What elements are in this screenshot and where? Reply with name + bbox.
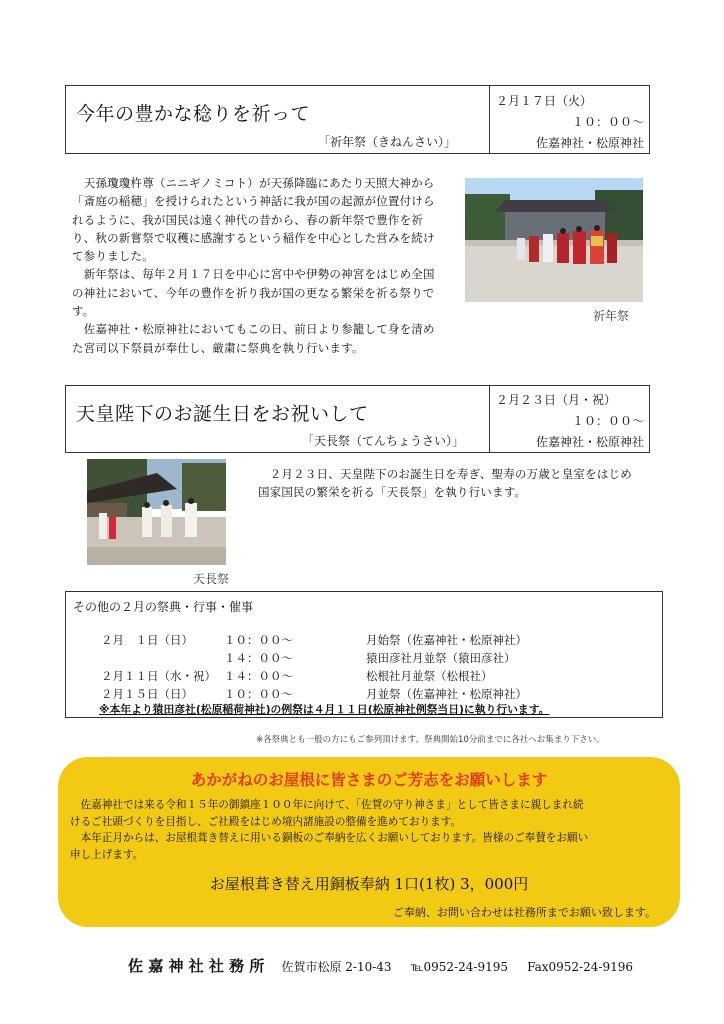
schedule-date: ２月１５日（日） — [101, 687, 193, 701]
tenchosai-photo — [87, 459, 226, 565]
event1-line: す。 — [72, 304, 95, 319]
banner-line: 本年正月からは、お屋根葺き替えに用いる銅板のご奉納を広くお願いしております。皆様のご奉賛をお願い — [70, 832, 589, 844]
event1-time: １０：００～ — [571, 115, 644, 129]
schedule-footnote: ※各祭典とも一般の方にもご参列頂けます。祭典開始10分前までに各社へお集まり下さい。 — [256, 735, 605, 745]
event1-line: り、秋の新嘗祭で収穫に感謝するという稲作を中心とした営みを続け — [72, 230, 435, 245]
event1-body — [72, 174, 454, 357]
event1-line: れるように、我が国民は遠く神代の昔から、春の新年祭で豊作を祈 — [72, 212, 423, 227]
footer-fax: Fax0952-24-9196 — [527, 960, 633, 974]
schedule-event: 月始祭（佐嘉神社・松原神社） — [366, 633, 527, 647]
kinensai-caption: 祈年祭 — [593, 309, 630, 323]
event2-title: 天皇陛下のお誕生日をお祝いして — [76, 403, 369, 425]
event2-line: 国家国民の繁栄を祈る「天長祭」を執り行います。 — [258, 485, 527, 500]
kinensai-photo — [465, 178, 643, 302]
tenchosai-photo-drawing — [87, 459, 226, 565]
event2-header — [65, 385, 650, 453]
footer-office: 佐 嘉 神 社 社 務 所 — [128, 957, 265, 975]
event1-line: 佐嘉神社・松原神社においてもこの日、前日より参籠して身を清め — [72, 322, 435, 337]
event2-time: １０：００～ — [571, 414, 644, 428]
event2-place: 佐嘉神社・松原神社 — [535, 435, 644, 449]
schedule-event: 月並祭（佐嘉神社・松原神社） — [366, 687, 527, 701]
footer-address: 佐賀市松原 2-10-43 — [281, 960, 392, 974]
schedule-notice: ※本年より猿田彦社(松原稲荷神社)の例祭は４月１１日(松原神社例祭当日)に執り行います。 — [99, 703, 550, 716]
event2-date: ２月２３日（月・祝） — [496, 393, 617, 407]
event1-date: ２月１７日（火） — [496, 94, 593, 108]
schedule-time: １４：００～ — [224, 669, 293, 683]
banner-line: けるご社頭づくりを目指し、ご社殿をはじめ境内諸施設の整備を進めております。 — [70, 815, 462, 828]
event1-header — [65, 85, 650, 154]
donation-banner — [58, 757, 680, 927]
banner-offer: お屋根葺き替え用銅板奉納 1口(1枚) 3，000円 — [209, 875, 529, 893]
footer — [128, 955, 633, 976]
schedule-date: ２月１１日（水・祝） — [101, 669, 216, 683]
event1-line: た宮司以下祭員が奉仕し、厳粛に祭典を執り行います。 — [72, 340, 364, 355]
schedule-time: １４：００～ — [224, 651, 293, 665]
event1-line: 天孫瓊瓊杵尊（ニニギノミコト）が天孫降臨にあたり天照大神から — [72, 176, 435, 190]
event1-line: 「斎庭の稲穂」を授けられたという神話に我が国の起源が位置付けら — [72, 194, 435, 209]
schedule-heading: その他の２月の祭典・行事・催事 — [73, 600, 254, 614]
schedule-time: １０：００～ — [224, 687, 293, 701]
event1-subtitle: 「祈年祭（きねんさい）」 — [318, 135, 457, 149]
kinensai-photo-drawing — [465, 178, 643, 302]
event1-place: 佐嘉神社・松原神社 — [535, 136, 644, 150]
event1-divider — [489, 86, 490, 153]
banner-line: 佐嘉神社では来る令和１５年の御鎮座１００年に向けて、「佐賀の守り神さま」として皆さまに親しまれ続 — [70, 799, 584, 811]
event2-subtitle: 「天長祭（てんちょうさい）」 — [302, 434, 465, 448]
event1-title: 今年の豊かな稔りを祈って — [76, 103, 311, 125]
banner-contact: ご奉納、お問い合わせは社務所までお願い致します。 — [392, 906, 656, 919]
event2-line: ２月２３日、天皇陛下のお誕生日を寿ぎ、聖寿の万歳と皇室をはじめ — [258, 467, 632, 481]
event1-line: の神社において、今年の豊作を祈り我が国の更なる繁栄を祈る祭りで — [72, 285, 435, 300]
tenchosai-caption: 天長祭 — [193, 572, 230, 586]
schedule-event: 松根社月並祭（松根社） — [366, 669, 493, 683]
footer-tel: ℡0952-24-9195 — [410, 960, 508, 974]
event2-body — [258, 465, 678, 502]
schedule-date: ２月 １日（日） — [101, 633, 193, 647]
banner-line: 申し上げます。 — [70, 848, 144, 861]
event2-divider — [489, 386, 490, 452]
schedule-time: １０：００～ — [224, 633, 293, 647]
schedule-event: 猿田彦社月並祭（猿田彦社） — [366, 651, 516, 665]
event1-line: て参りました。 — [72, 249, 154, 264]
banner-body — [70, 797, 674, 863]
event1-line: 新年祭は、毎年２月１７日を中心に宮中や伊勢の神宮をはじめ全国 — [72, 267, 435, 282]
banner-title: あかがねのお屋根に皆さまのご芳志をお願いします — [190, 771, 548, 789]
schedule-box — [65, 591, 663, 718]
